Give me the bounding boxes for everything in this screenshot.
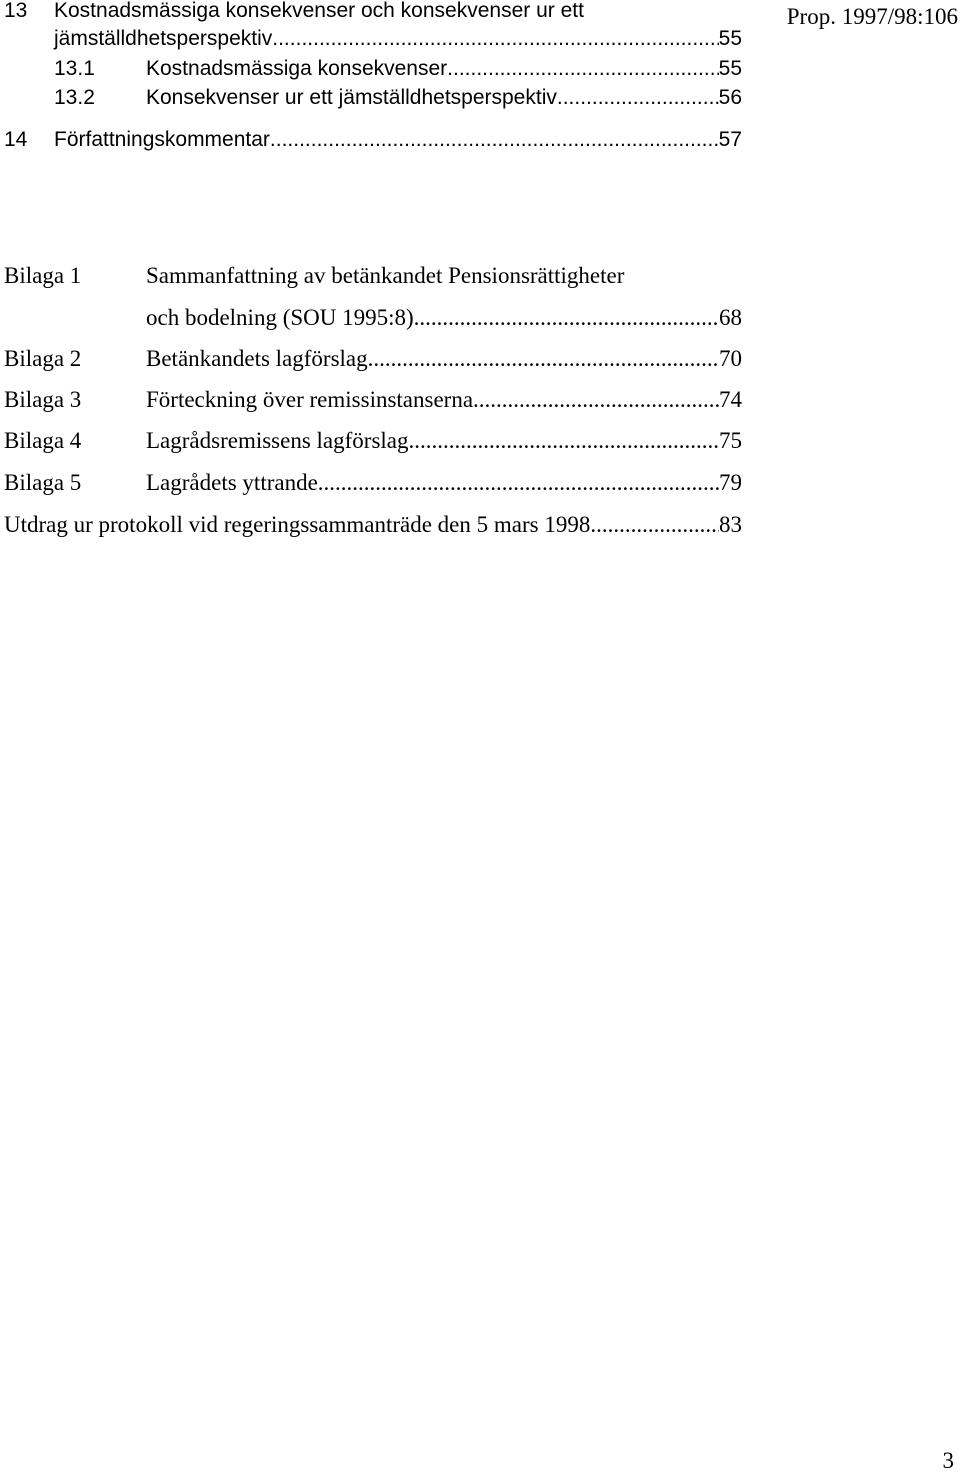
appendix-title: Förteckning över remissinstanserna — [146, 387, 474, 412]
page-number: 3 — [942, 1448, 954, 1473]
toc-entry-page: 57 — [718, 128, 742, 151]
toc-entry-13[interactable] — [0, 0, 742, 53]
toc-entry-title-cont: jämställdhetsperspektiv — [54, 27, 273, 50]
appendix-page: 68 — [719, 305, 742, 330]
dot-leader — [272, 25, 718, 53]
dot-leader — [557, 84, 719, 112]
toc-entry-13-2[interactable] — [0, 84, 742, 112]
toc-entry-number: 13 — [4, 0, 28, 22]
appendix-label: Bilaga 3 — [4, 387, 82, 412]
toc-entry-protokoll[interactable] — [0, 511, 742, 539]
toc-entry-title: Kostnadsmässiga konsekvenser och konsekvenser ur ett — [54, 0, 584, 22]
appendix-page: 75 — [719, 428, 742, 453]
toc-appendix-1[interactable] — [0, 262, 742, 332]
toc-appendix-4[interactable] — [0, 427, 742, 455]
appendix-page: 70 — [719, 346, 742, 371]
toc-entry-number: 14 — [4, 128, 28, 151]
dot-leader — [473, 386, 719, 414]
appendix-label: Bilaga 2 — [4, 346, 82, 371]
appendix-label: Bilaga 4 — [4, 428, 82, 453]
toc-appendix-2[interactable] — [0, 345, 742, 373]
appendix-title: Lagrådsremissens lagförslag — [146, 428, 409, 453]
dot-leader — [414, 304, 719, 332]
toc-entry-number: 13.2 — [54, 86, 95, 109]
appendix-page: 79 — [719, 470, 742, 495]
toc-entry-page: 56 — [718, 86, 742, 109]
toc-entry-13-1[interactable] — [0, 55, 742, 83]
document-reference: Prop. 1997/98:106 — [786, 4, 958, 29]
toc-entry-14[interactable] — [0, 126, 742, 154]
appendix-title: Betänkandets lagförslag — [146, 346, 368, 371]
toc-entry-title: Kostnadsmässiga konsekvenser — [146, 57, 448, 80]
appendix-title: Lagrådets yttrande — [146, 470, 318, 495]
dot-leader — [447, 55, 718, 83]
toc-entry-number: 13.1 — [54, 57, 95, 80]
toc-appendix-5[interactable] — [0, 469, 742, 497]
dot-leader — [590, 511, 719, 539]
appendix-label: Bilaga 5 — [4, 470, 82, 495]
protokoll-page: 83 — [719, 512, 742, 537]
dot-leader — [318, 469, 719, 497]
toc-entry-title: Konsekvenser ur ett jämställdhetsperspektiv — [146, 86, 557, 109]
toc-entry-page: 55 — [718, 27, 742, 50]
appendix-title-cont: och bodelning (SOU 1995:8) — [146, 305, 414, 330]
appendix-page: 74 — [719, 387, 742, 412]
toc-entry-page: 55 — [718, 57, 742, 80]
toc-appendix-3[interactable] — [0, 386, 742, 414]
appendix-label: Bilaga 1 — [4, 263, 82, 288]
toc-entry-title: Författningskommentar — [54, 128, 270, 151]
dot-leader — [368, 345, 719, 373]
protokoll-title: Utdrag ur protokoll vid regeringssammanträde den 5 mars 1998 — [4, 512, 591, 537]
appendix-title: Sammanfattning av betänkandet Pensionsrättigheter — [146, 263, 625, 288]
dot-leader — [409, 427, 719, 455]
dot-leader — [270, 126, 719, 154]
